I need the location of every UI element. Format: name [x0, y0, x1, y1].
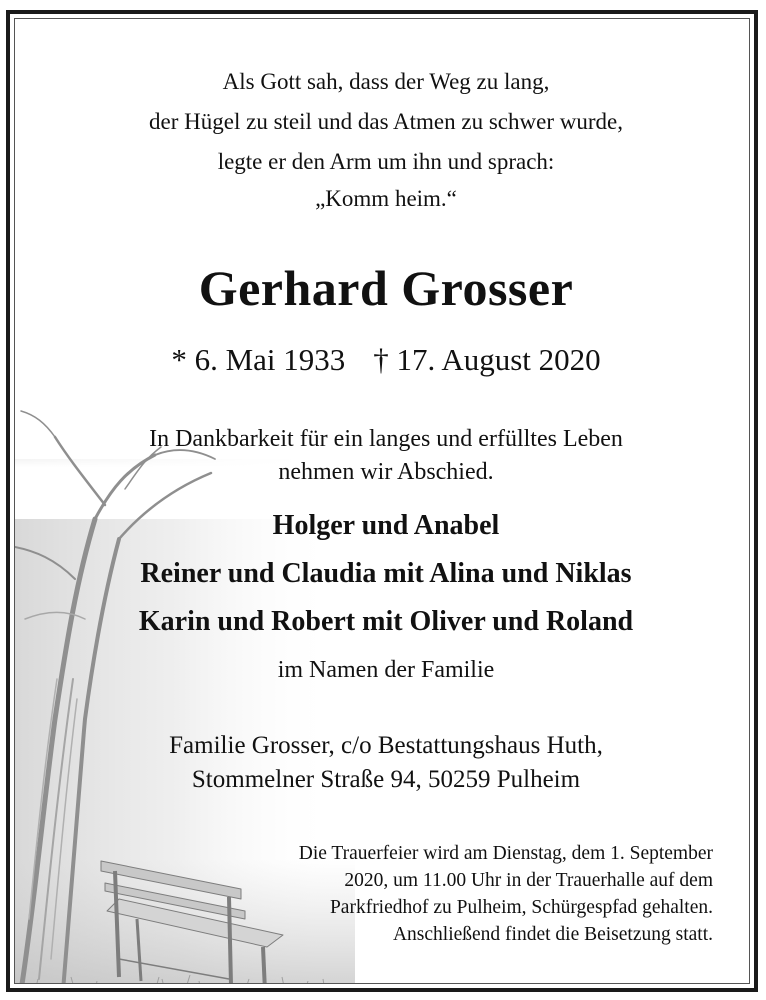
mourners-closing: im Namen der Familie: [277, 657, 495, 683]
birth-date: * 6. Mai 1933: [171, 342, 346, 377]
life-dates: [15, 342, 750, 378]
obituary-content: [15, 19, 750, 984]
verse-line-1: Als Gott sah, dass der Weg zu lang,: [222, 69, 550, 94]
obituary-frame: [6, 10, 758, 992]
address-line-2: Stommelner Straße 94, 50259 Pulheim: [191, 766, 581, 793]
farewell-line-2: nehmen wir Abschied.: [278, 459, 494, 485]
obituary-inner-border: [14, 18, 750, 984]
address-line-1: Familie Grosser, c/o Bestattungshaus Huth,: [169, 732, 603, 759]
mourner-line-3: Karin und Robert mit Oliver und Roland: [138, 606, 634, 637]
mourner-line-2: Reiner und Claudia mit Alina und Niklas: [140, 558, 632, 589]
service-line-2: 2020, um 11.00 Uhr in der Trauerhalle auf dem: [344, 870, 713, 891]
mourner-line-1: Holger und Anabel: [272, 510, 500, 541]
service-line-1: Die Trauerfeier wird am Dienstag, dem 1. September: [298, 843, 713, 864]
verse-line-2: der Hügel zu steil und das Atmen zu schwer wurde,: [149, 109, 623, 134]
deceased-name: Gerhard Grosser: [198, 260, 574, 316]
verse-line-4: „Komm heim.“: [315, 186, 457, 211]
farewell-line-1: In Dankbarkeit für ein langes und erfülltes Leben: [149, 426, 623, 452]
death-date: † 17. August 2020: [373, 342, 601, 377]
service-line-3: Parkfriedhof zu Pulheim, Schürgespfad gehalten.: [329, 897, 713, 918]
service-line-4: Anschließend findet die Beisetzung statt.: [392, 924, 713, 945]
verse-line-3: legte er den Arm um ihn und sprach:: [217, 149, 555, 174]
